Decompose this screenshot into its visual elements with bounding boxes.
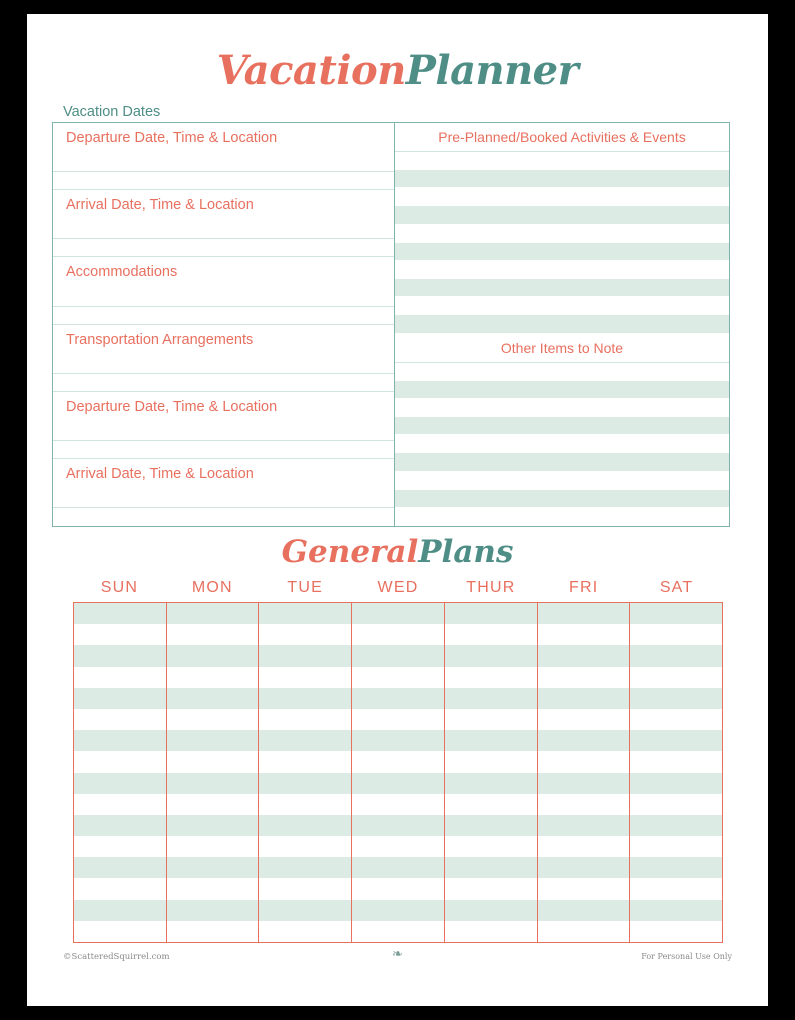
calendar-cell[interactable] [74,624,166,645]
calendar-cell[interactable] [630,751,722,772]
footer-copyright: ©ScatteredSquirrel.com [63,952,170,962]
calendar-cell[interactable] [352,751,444,772]
heading-activities: Pre-Planned/Booked Activities & Events [395,123,729,152]
calendar-cell[interactable] [352,773,444,794]
calendar-cell[interactable] [259,836,351,857]
calendar-cell[interactable] [259,751,351,772]
calendar-cell[interactable] [630,878,722,899]
calendar-column-mon [167,603,260,942]
calendar-cell[interactable] [167,773,259,794]
calendar-cell[interactable] [167,921,259,942]
calendar-cell[interactable] [74,857,166,878]
calendar-cell[interactable] [74,688,166,709]
calendar-cell[interactable] [352,900,444,921]
calendar-cell[interactable] [445,836,537,857]
activities-line[interactable] [395,279,729,297]
calendar-cell[interactable] [538,730,630,751]
calendar-cell[interactable] [445,751,537,772]
calendar-column-fri [538,603,631,942]
calendar-cell[interactable] [352,709,444,730]
calendar-cell[interactable] [445,815,537,836]
calendar-cell[interactable] [74,921,166,942]
field-input-arrival-1b[interactable] [53,239,394,257]
activities-line[interactable] [395,225,729,243]
calendar-cell[interactable] [445,645,537,666]
calendar-cell[interactable] [630,645,722,666]
calendar-cell[interactable] [167,624,259,645]
other-items-line[interactable] [395,508,729,526]
activities-line[interactable] [395,243,729,261]
calendar-cell[interactable] [445,603,537,624]
activities-line[interactable] [395,170,729,188]
day-header-tue: TUE [287,579,323,596]
calendar-cell[interactable] [259,645,351,666]
other-items-line[interactable] [395,417,729,435]
field-input-departure-2b[interactable] [53,441,394,459]
activities-line[interactable] [395,315,729,333]
calendar-cell[interactable] [630,667,722,688]
calendar-cell[interactable] [538,921,630,942]
calendar-cell[interactable] [445,773,537,794]
calendar-cell[interactable] [445,878,537,899]
other-items-line[interactable] [395,435,729,453]
calendar-column-tue [259,603,352,942]
calendar-cell[interactable] [538,624,630,645]
calendar-cell[interactable] [538,667,630,688]
calendar-cell[interactable] [167,645,259,666]
field-input-departure-1[interactable] [53,154,394,172]
field-label-accommodations: Accommodations [66,264,178,281]
day-header-sat: SAT [659,579,694,596]
calendar-cell[interactable] [259,773,351,794]
field-label-departure-1: Departure Date, Time & Location [66,130,278,146]
calendar-cell[interactable] [259,667,351,688]
calendar-cell[interactable] [538,603,630,624]
day-header-thur: THUR [466,579,516,596]
calendar-cell[interactable] [445,900,537,921]
field-input-transportation[interactable] [53,356,394,374]
general-plans-part-b: Plans [418,534,514,570]
page-title [27,14,768,94]
calendar-cell[interactable] [259,603,351,624]
other-items-line[interactable] [395,399,729,417]
squirrel-icon: ❧ [392,946,403,961]
calendar-cell[interactable] [74,709,166,730]
calendar-cell[interactable] [167,900,259,921]
calendar-cell[interactable] [630,603,722,624]
calendar-cell[interactable] [167,603,259,624]
calendar-cell[interactable] [538,773,630,794]
activities-line[interactable] [395,188,729,206]
day-header-wed: WED [377,579,419,596]
field-input-accommodations-b[interactable] [53,307,394,325]
activities-line[interactable] [395,261,729,279]
section-label-vacation-dates: Vacation Dates [63,104,161,120]
activities-line[interactable] [395,206,729,224]
activities-line[interactable] [395,152,729,170]
calendar-cell[interactable] [445,857,537,878]
calendar-cell[interactable] [352,857,444,878]
calendar-cell[interactable] [259,857,351,878]
vacation-right-column [395,123,729,526]
calendar-column-wed [352,603,445,942]
other-items-line[interactable] [395,363,729,381]
footer-usage-note: For Personal Use Only [641,952,732,961]
field-label-arrival-2: Arrival Date, Time & Location [66,466,254,483]
calendar-cell[interactable] [445,921,537,942]
calendar-cell[interactable] [352,836,444,857]
field-input-departure-1b[interactable] [53,172,394,190]
calendar-cell[interactable] [630,857,722,878]
calendar-cell[interactable] [74,667,166,688]
calendar-cell[interactable] [74,730,166,751]
calendar-cell[interactable] [352,645,444,666]
calendar-cell[interactable] [259,688,351,709]
calendar-cell[interactable] [538,836,630,857]
calendar-cell[interactable] [630,709,722,730]
calendar-cell[interactable] [630,624,722,645]
other-items-line[interactable] [395,453,729,471]
field-input-transportation-b[interactable] [53,374,394,392]
calendar-cell[interactable] [538,794,630,815]
calendar-cell[interactable] [352,624,444,645]
calendar-cell[interactable] [352,794,444,815]
activities-line[interactable] [395,297,729,315]
calendar-cell[interactable] [538,709,630,730]
calendar-cell[interactable] [74,815,166,836]
calendar-cell[interactable] [445,794,537,815]
calendar-cell[interactable] [259,794,351,815]
page-title-part-a: Vacation [216,47,406,94]
calendar-cell[interactable] [259,921,351,942]
calendar-cell[interactable] [74,900,166,921]
calendar-cell[interactable] [74,773,166,794]
calendar-cell[interactable] [538,900,630,921]
calendar-cell[interactable] [538,878,630,899]
calendar-cell[interactable] [74,794,166,815]
calendar-column-sun [74,603,167,942]
calendar-cell[interactable] [259,624,351,645]
calendar-cell[interactable] [630,921,722,942]
other-items-line[interactable] [395,472,729,490]
vacation-left-column [53,123,395,526]
other-items-line[interactable] [395,381,729,399]
calendar-cell[interactable] [259,730,351,751]
calendar-cell[interactable] [630,836,722,857]
general-plans-title [27,534,768,570]
calendar-cell[interactable] [630,794,722,815]
calendar-cell[interactable] [167,815,259,836]
calendar-cell[interactable] [74,645,166,666]
calendar-cell[interactable] [538,645,630,666]
calendar-cell[interactable] [630,688,722,709]
calendar-cell[interactable] [630,900,722,921]
calendar-cell[interactable] [445,730,537,751]
calendar-cell[interactable] [630,815,722,836]
calendar-cell[interactable] [167,836,259,857]
calendar-cell[interactable] [167,751,259,772]
calendar-cell[interactable] [445,667,537,688]
calendar-cell[interactable] [352,921,444,942]
field-input-arrival-2b[interactable] [53,508,394,526]
calendar-column-sat [630,603,722,942]
general-plans-calendar [73,602,723,943]
calendar-cell[interactable] [352,878,444,899]
calendar-cell[interactable] [74,836,166,857]
planner-page [27,14,768,1006]
calendar-cell[interactable] [445,688,537,709]
calendar-cell[interactable] [352,603,444,624]
calendar-cell[interactable] [167,878,259,899]
calendar-cell[interactable] [167,730,259,751]
calendar-cell[interactable] [538,857,630,878]
calendar-cell[interactable] [538,688,630,709]
calendar-cell[interactable] [167,857,259,878]
calendar-cell[interactable] [538,815,630,836]
calendar-cell[interactable] [445,709,537,730]
calendar-cell[interactable] [167,794,259,815]
calendar-cell[interactable] [167,709,259,730]
field-input-arrival-1[interactable] [53,221,394,239]
calendar-column-thur [445,603,538,942]
field-label-transportation: Transportation Arrangements [66,331,254,348]
page-title-part-b: Planner [405,47,579,94]
day-header-fri: FRI [569,579,599,596]
calendar-cell[interactable] [259,815,351,836]
calendar-cell[interactable] [74,603,166,624]
field-input-departure-2[interactable] [53,423,394,441]
calendar-cell[interactable] [167,667,259,688]
vacation-dates-table [52,122,730,527]
calendar-day-headers [73,579,723,597]
general-plans-part-a: General [281,534,419,570]
field-input-arrival-2[interactable] [53,490,394,508]
calendar-cell[interactable] [259,900,351,921]
calendar-cell[interactable] [352,667,444,688]
calendar-cell[interactable] [259,878,351,899]
calendar-cell[interactable] [538,751,630,772]
heading-other-items: Other Items to Note [395,334,729,363]
calendar-cell[interactable] [445,624,537,645]
calendar-cell[interactable] [352,815,444,836]
field-label-arrival-1: Arrival Date, Time & Location [66,197,254,214]
other-items-line[interactable] [395,490,729,508]
calendar-cell[interactable] [74,751,166,772]
calendar-cell[interactable] [167,688,259,709]
calendar-cell[interactable] [259,709,351,730]
calendar-cell[interactable] [352,688,444,709]
calendar-cell[interactable] [630,773,722,794]
calendar-cell[interactable] [74,878,166,899]
day-header-mon: MON [191,579,233,596]
field-label-departure-2: Departure Date, Time & Location [66,398,278,415]
calendar-cell[interactable] [630,730,722,751]
calendar-cell[interactable] [352,730,444,751]
day-header-sun: SUN [100,579,139,596]
field-input-accommodations[interactable] [53,288,394,306]
